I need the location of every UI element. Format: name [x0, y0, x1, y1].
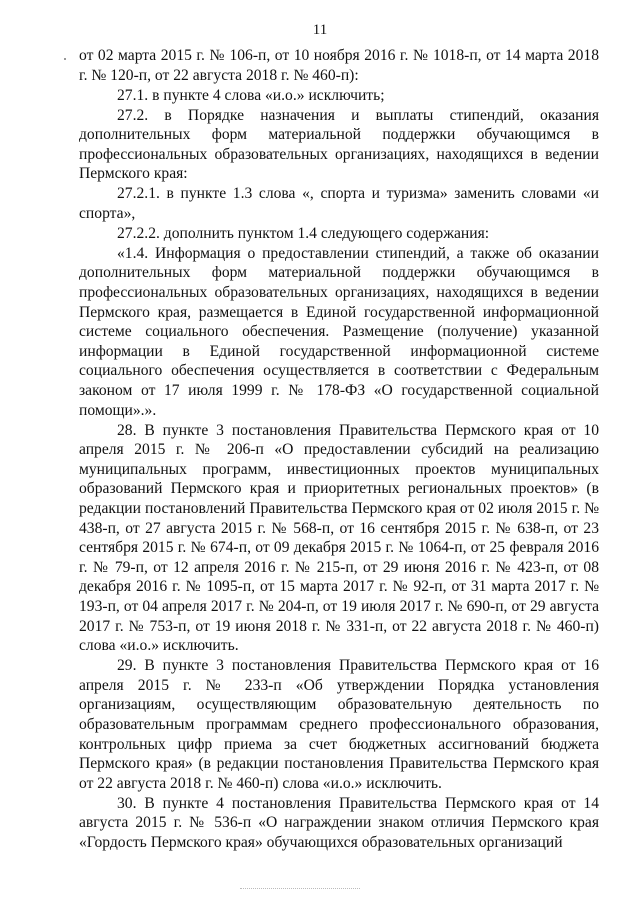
document-body [79, 46, 599, 853]
paragraph-1-4-quote: «1.4. Информация о предоставлении стипендий, а также об оказании дополнительных форм материальной поддержки обучающимся в профессиональных образовательных организациях, находящихся в ведении Пермского края, размещается в Единой государственной информационной системе социального обеспечения. Размещение (получение) указанной информации в Единой государственной информационной системе социального обеспечения осуществляется в соответствии с Федеральным законом от 17 июля 1999 г. № 178-ФЗ «О государственной социальной помощи».». [79, 244, 599, 419]
page-number: 11 [312, 22, 328, 38]
paragraph-continuation: от 02 марта 2015 г. № 106-п, от 10 ноября 2016 г. № 1018-п, от 14 марта 2018 г. № 120-п, от 22 августа 2018 г. № 460-п): [79, 47, 599, 84]
scan-speck [64, 58, 66, 60]
scan-artifact [240, 888, 360, 890]
paragraph-27-2-2: 27.2.2. дополнить пунктом 1.4 следующего содержания: [117, 224, 490, 242]
paragraph-28: 28. В пункте 3 постановления Правительства Пермского края от 10 апреля 2015 г. № 206-п «О предоставлении субсидий на реализацию муниципальных программ, инвестиционных проектов муниципальных образований Пермского края и приоритетных региональных проектов» (в редакции постановлений Правительства Пермского края от 02 июля 2015 г. № 438-п, от 27 августа 2015 г. № 568-п, от 16 сентября 2015 г. № 638-п, от 23 сентября 2015 г. № 674-п, от 09 декабря 2015 г. № 1064-п, от 25 февраля 2016 г. № 79-п, от 12 апреля 2016 г. № 215-п, от 29 июня 2016 г. № 423-п, от 08 декабря 2016 г. № 1095-п, от 15 марта 2017 г. № 92-п, от 31 марта 2017 г. № 193-п, от 04 апреля 2017 г. № 204-п, от 19 июля 2017 г. № 690-п, от 29 августа 2017 г. № 753-п, от 19 июня 2018 г. № 331-п, от 22 августа 2018 г. № 460-п) слова «и.о.» исключить. [79, 421, 599, 655]
paragraph-30: 30. В пункте 4 постановления Правительства Пермского края от 14 августа 2015 г. № 536-п «О награждении знаком отличия Пермского края «Гордость Пермского края» обучающихся образовательных организаций [79, 794, 599, 851]
paragraph-27-2-1: 27.2.1. в пункте 1.3 слова «, спорта и туризма» заменить словами «и спорта», [79, 185, 599, 222]
paragraph-29: 29. В пункте 3 постановления Правительства Пермского края от 16 апреля 2015 г. № 233-п «Об утверждении Порядка установления организациям, осуществляющим образовательную деятельность по образовательным программам среднего профессионального образования, контрольных цифр приема за счет бюджетных ассигнований бюджета Пермского края» (в редакции постановления Правительства Пермского края от 22 августа 2018 г. № 460-п) слова «и.о.» исключить. [79, 657, 599, 792]
paragraph-27-2: 27.2. в Порядке назначения и выплаты стипендий, оказания дополнительных форм материальной поддержки обучающимся в профессиональных образовательных организациях, находящихся в ведении Пермского края: [79, 106, 599, 183]
paragraph-27-1: 27.1. в пункте 4 слова «и.о.» исключить; [117, 86, 385, 104]
